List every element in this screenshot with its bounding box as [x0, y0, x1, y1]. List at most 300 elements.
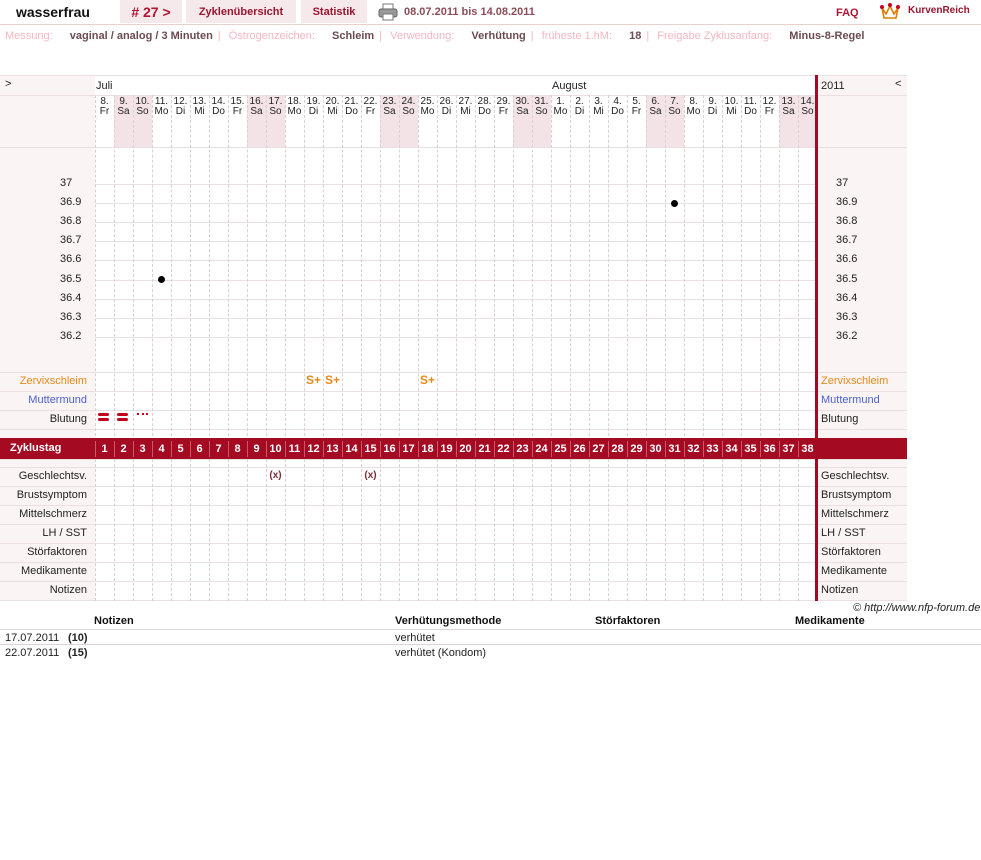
day-gridline: [95, 459, 96, 601]
row-label-right-disturb: Störfaktoren: [821, 546, 881, 558]
row-method: verhütet (Kondom): [395, 647, 487, 659]
day-gridline: [551, 459, 552, 601]
day-gridline: [209, 95, 210, 441]
y-tick-right: 36.3: [836, 311, 858, 323]
y-tick-right: 36.7: [836, 234, 858, 246]
release-label: Freigabe Zyklusanfang:: [657, 30, 773, 42]
day-date: 24.: [401, 96, 416, 107]
bleeding-heavy: [117, 413, 128, 416]
usage-value: Verhütung: [471, 30, 526, 42]
day-weekday: Fr: [764, 106, 775, 117]
cycle-day-divider: [722, 441, 723, 457]
day-gridline: [741, 95, 742, 441]
day-gridline: [513, 95, 514, 441]
day-date: 18.: [287, 96, 302, 107]
day-date: 25.: [420, 96, 435, 107]
row-date: 22.07.2011: [5, 647, 60, 659]
cycle-day-number: 3: [139, 443, 146, 455]
day-weekday: Di: [707, 106, 718, 117]
row-label-right-intercourse: Geschlechtsv.: [821, 470, 890, 482]
day-gridline: [399, 459, 400, 601]
row-label-right-breast: Brustsymptom: [821, 489, 892, 501]
y-tick-right: 37: [836, 177, 849, 189]
cycle-day-number: 27: [592, 443, 605, 455]
day-gridline: [114, 459, 115, 601]
cycle-day-divider: [437, 441, 438, 457]
cycle-day-number: 14: [345, 443, 358, 455]
bleeding-heavy: [98, 413, 109, 416]
temperature-point: [671, 200, 678, 207]
bleeding-spotting: [137, 413, 148, 417]
day-gridline: [152, 459, 153, 601]
day-gridline: [418, 95, 419, 441]
cycle-day-number: 6: [196, 443, 203, 455]
row-label-cervix: Muttermund: [28, 394, 87, 406]
day-weekday: So: [402, 106, 415, 117]
cycle-day-divider: [171, 441, 172, 457]
day-gridline: [570, 459, 571, 601]
cycle-day-number: 12: [307, 443, 320, 455]
row-divider: [0, 467, 907, 468]
day-gridline: [798, 459, 799, 601]
row-label-bleeding: Blutung: [49, 413, 87, 425]
day-date: 8.: [100, 96, 109, 107]
day-weekday: Mi: [726, 106, 737, 117]
day-gridline: [152, 95, 153, 441]
row-divider: [0, 562, 907, 563]
day-weekday: Fr: [631, 106, 642, 117]
chart-nav-next[interactable]: <: [895, 78, 902, 90]
day-date: 19.: [306, 96, 321, 107]
day-gridline: [380, 95, 381, 441]
cycle-day-divider: [570, 441, 571, 457]
bleeding-heavy: [117, 418, 128, 421]
row-label-right-notes: Notizen: [821, 584, 859, 596]
day-gridline: [494, 459, 495, 601]
cycle-day-divider: [589, 441, 590, 457]
day-date: 14.: [800, 96, 815, 107]
day-gridline: [570, 95, 571, 441]
cycle-day-divider: [532, 441, 533, 457]
cycle-day-label: Zyklustag: [10, 442, 62, 454]
y-tick-left: 36.7: [60, 234, 82, 246]
mucus-marker: S+: [419, 373, 435, 387]
year-label: 2011: [821, 80, 845, 92]
temperature-point: [158, 276, 165, 283]
row-label-notes: Notizen: [49, 584, 87, 596]
temp-gridline: [95, 184, 815, 185]
day-date: 28.: [477, 96, 492, 107]
day-gridline: [627, 459, 628, 601]
release-value: Minus-8-Regel: [789, 30, 865, 42]
day-weekday: Do: [212, 106, 225, 117]
day-weekday: Mi: [327, 106, 338, 117]
y-tick-left: 36.3: [60, 311, 82, 323]
row-divider: [0, 486, 907, 487]
day-weekday: Sa: [117, 106, 130, 117]
cycle-day-divider: [380, 441, 381, 457]
temp-gridline: [95, 222, 815, 223]
day-weekday: Sa: [516, 106, 529, 117]
cycle-day-number: 24: [535, 443, 548, 455]
day-weekday: Di: [574, 106, 585, 117]
month-label-july: Juli: [96, 80, 113, 92]
day-date: 21.: [344, 96, 359, 107]
cycle-chart: [0, 75, 907, 601]
cycle-day-number: 38: [801, 443, 814, 455]
header-method: Verhütungsmethode: [395, 615, 502, 627]
day-date: 12.: [173, 96, 188, 107]
day-gridline: [722, 459, 723, 601]
row-divider: [0, 147, 907, 148]
header-disturbances: Störfaktoren: [595, 615, 661, 627]
day-gridline: [285, 459, 286, 601]
day-weekday: So: [801, 106, 814, 117]
day-weekday: Sa: [649, 106, 662, 117]
cycle-day-divider: [342, 441, 343, 457]
cycle-day-divider: [627, 441, 628, 457]
temp-gridline: [95, 337, 815, 338]
day-gridline: [703, 459, 704, 601]
y-tick-right: 36.9: [836, 196, 858, 208]
day-gridline: [437, 95, 438, 441]
day-gridline: [665, 95, 666, 441]
day-date: 27.: [458, 96, 473, 107]
day-weekday: Mi: [460, 106, 471, 117]
day-date: 31.: [534, 96, 549, 107]
day-gridline: [247, 95, 248, 441]
mucus-marker: S+: [324, 373, 340, 387]
cycle-day-divider: [779, 441, 780, 457]
cycle-day-number: 30: [649, 443, 662, 455]
day-gridline: [209, 459, 210, 601]
row-label-right-lh: LH / SST: [821, 527, 866, 539]
day-gridline: [722, 95, 723, 441]
day-weekday: Sa: [250, 106, 263, 117]
day-date: 3.: [594, 96, 603, 107]
day-weekday: Fr: [232, 106, 243, 117]
row-divider: [0, 429, 907, 430]
y-tick-left: 36.2: [60, 330, 82, 342]
cycle-day-divider: [228, 441, 229, 457]
temp-gridline: [95, 280, 815, 281]
y-tick-left: 36.9: [60, 196, 82, 208]
cycle-day-divider: [418, 441, 419, 457]
cycle-day-divider: [361, 441, 362, 457]
day-date: 6.: [651, 96, 660, 107]
cycle-day-number: 9: [253, 443, 260, 455]
day-weekday: So: [136, 106, 149, 117]
earliest-label: früheste 1.hM:: [541, 30, 613, 42]
tab-cycle-overview[interactable]: Zyklenübersicht: [186, 0, 296, 23]
cycle-day-divider: [285, 441, 286, 457]
day-date: 26.: [439, 96, 454, 107]
day-weekday: Do: [611, 106, 624, 117]
logo-text[interactable]: KurvenReich: [908, 5, 970, 16]
cycle-day-divider: [247, 441, 248, 457]
tab-statistics[interactable]: Statistik: [301, 0, 367, 23]
day-gridline: [665, 459, 666, 601]
day-date: 9.: [119, 96, 128, 107]
day-gridline: [342, 459, 343, 601]
cycle-day-number: 34: [725, 443, 738, 455]
cycle-day-divider: [304, 441, 305, 457]
day-gridline: [114, 95, 115, 441]
cycle-day-divider: [513, 441, 514, 457]
y-tick-right: 36.4: [836, 292, 858, 304]
day-gridline: [133, 459, 134, 601]
day-gridline: [380, 459, 381, 601]
day-date: 15.: [230, 96, 245, 107]
intercourse-marker: (x): [269, 470, 282, 481]
day-gridline: [703, 95, 704, 441]
table-row: [0, 629, 981, 645]
row-divider: [0, 75, 907, 76]
cycle-day-number: 23: [516, 443, 529, 455]
day-gridline: [646, 459, 647, 601]
username: wasserfrau: [0, 0, 113, 23]
day-weekday: Sa: [383, 106, 396, 117]
measure-label: Messung:: [5, 30, 53, 42]
day-gridline: [779, 95, 780, 441]
day-gridline: [190, 459, 191, 601]
y-tick-left: 36.4: [60, 292, 82, 304]
day-gridline: [342, 95, 343, 441]
day-gridline: [190, 95, 191, 441]
cycle-day-number: 13: [326, 443, 339, 455]
day-weekday: Fr: [498, 106, 509, 117]
row-divider: [0, 459, 907, 460]
cycle-day-number: 20: [459, 443, 472, 455]
cycle-day-number: 16: [383, 443, 396, 455]
cycle-day-divider: [684, 441, 685, 457]
row-label-intercourse: Geschlechtsv.: [18, 470, 87, 482]
header-notes: Notizen: [94, 615, 134, 627]
day-gridline: [304, 459, 305, 601]
day-weekday: Mo: [686, 106, 701, 117]
copyright: © http://www.nfp-forum.de: [853, 602, 981, 614]
row-cycle-day: (15): [68, 647, 88, 659]
y-tick-right: 36.5: [836, 273, 858, 285]
temp-gridline: [95, 260, 815, 261]
row-label-right-bleeding: Blutung: [821, 413, 859, 425]
day-gridline: [760, 459, 761, 601]
day-gridline: [608, 459, 609, 601]
cycle-day-number: 25: [554, 443, 567, 455]
day-gridline: [323, 459, 324, 601]
day-date: 14.: [211, 96, 226, 107]
day-date: 2.: [575, 96, 584, 107]
day-gridline: [684, 459, 685, 601]
usage-label: Verwendung:: [390, 30, 455, 42]
day-date: 20.: [325, 96, 340, 107]
day-weekday: Mo: [154, 106, 169, 117]
day-weekday: Di: [308, 106, 319, 117]
cycle-day-number: 28: [611, 443, 624, 455]
cycle-day-number: 36: [763, 443, 776, 455]
cycle-day-divider: [209, 441, 210, 457]
day-weekday: Fr: [99, 106, 110, 117]
earliest-value: 18: [629, 30, 642, 42]
day-date: 1.: [556, 96, 565, 107]
cycle-day-number: 26: [573, 443, 586, 455]
day-weekday: Di: [175, 106, 186, 117]
day-date: 10.: [135, 96, 150, 107]
cycle-day-divider: [665, 441, 666, 457]
day-weekday: So: [269, 106, 282, 117]
cycle-day-divider: [399, 441, 400, 457]
day-weekday: Mo: [420, 106, 435, 117]
row-label-disturb: Störfaktoren: [27, 546, 87, 558]
chart-nav-prev[interactable]: >: [5, 78, 12, 90]
day-gridline: [437, 459, 438, 601]
day-date: 29.: [496, 96, 511, 107]
row-label-breast: Brustsymptom: [16, 489, 87, 501]
cycle-day-divider: [475, 441, 476, 457]
printer-icon[interactable]: [378, 3, 398, 21]
day-gridline: [532, 95, 533, 441]
day-gridline: [513, 459, 514, 601]
y-tick-right: 36.6: [836, 253, 858, 265]
cycle-day-number: 29: [630, 443, 643, 455]
row-label-midpain: Mittelschmerz: [19, 508, 87, 520]
row-label-right-cervix: Muttermund: [821, 394, 880, 406]
day-gridline: [266, 95, 267, 441]
day-gridline: [228, 459, 229, 601]
day-gridline: [475, 95, 476, 441]
month-label-august: August: [552, 80, 587, 92]
intercourse-marker: (x): [364, 470, 377, 481]
cycle-day-number: 35: [744, 443, 757, 455]
day-gridline: [95, 95, 96, 441]
cycle-day-divider: [551, 441, 552, 457]
crown-icon: [880, 2, 900, 20]
cycle-end-marker: [815, 75, 818, 601]
day-weekday: So: [668, 106, 681, 117]
cycle-day-divider: [646, 441, 647, 457]
cycle-day-number: 5: [177, 443, 184, 455]
day-date: 9.: [708, 96, 717, 107]
day-weekday: Do: [478, 106, 491, 117]
cycle-day-number: 11: [288, 443, 301, 455]
cycle-day-number: 15: [364, 443, 377, 455]
day-weekday: Mi: [593, 106, 604, 117]
day-gridline: [399, 95, 400, 441]
y-tick-right: 36.8: [836, 215, 858, 227]
day-date: 12.: [762, 96, 777, 107]
bleeding-heavy: [98, 418, 109, 421]
cycle-day-divider: [95, 441, 96, 457]
cycle-day-number: 21: [478, 443, 491, 455]
row-label-right-cervical: Zervixschleim: [821, 375, 889, 387]
cycle-day-number: 1: [101, 443, 108, 455]
row-label-lh: LH / SST: [42, 527, 87, 539]
day-gridline: [532, 459, 533, 601]
table-row: [0, 644, 981, 660]
row-divider: [0, 581, 907, 582]
day-gridline: [456, 95, 457, 441]
row-divider: [0, 391, 907, 392]
day-weekday: Di: [441, 106, 452, 117]
day-gridline: [646, 95, 647, 441]
cycle-day-number: 19: [440, 443, 453, 455]
day-gridline: [779, 459, 780, 601]
day-gridline: [589, 459, 590, 601]
row-date: 17.07.2011: [5, 632, 60, 644]
day-weekday: Do: [345, 106, 358, 117]
day-gridline: [798, 95, 799, 441]
day-date: 4.: [613, 96, 622, 107]
cycle-day-divider: [456, 441, 457, 457]
day-weekday: Mo: [287, 106, 302, 117]
day-gridline: [684, 95, 685, 441]
cycle-day-divider: [741, 441, 742, 457]
cycle-day-divider: [608, 441, 609, 457]
day-date: 11.: [154, 96, 169, 107]
day-date: 10.: [724, 96, 739, 107]
row-method: verhütet: [395, 632, 435, 644]
cycle-day-divider: [266, 441, 267, 457]
day-weekday: Sa: [782, 106, 795, 117]
y-tick-left: 36.5: [60, 273, 82, 285]
y-tick-left: 36.8: [60, 215, 82, 227]
cycle-day-divider: [152, 441, 153, 457]
cycle-day-number: 10: [269, 443, 282, 455]
cycle-day-number: 31: [668, 443, 681, 455]
day-date: 30.: [515, 96, 530, 107]
cycle-day-divider: [798, 441, 799, 457]
day-weekday: Do: [744, 106, 757, 117]
y-tick-left: 36.6: [60, 253, 82, 265]
temp-gridline: [95, 299, 815, 300]
day-gridline: [551, 95, 552, 441]
faq-link[interactable]: FAQ: [836, 7, 859, 19]
temp-gridline: [95, 203, 815, 204]
day-gridline: [171, 459, 172, 601]
cycle-settings-bar: Messung: vaginal / analog / 3 Minuten | Östrogenzeichen: Schleim | Verwendung: Verhütung | früheste 1.hM: 18 | Freigabe Zyklusanfang: Minus-8-Regel: [5, 30, 865, 42]
day-weekday: Mi: [194, 106, 205, 117]
temp-gridline: [95, 318, 815, 319]
cycle-day-divider: [190, 441, 191, 457]
mucus-marker: S+: [305, 373, 321, 387]
cycle-day-divider: [114, 441, 115, 457]
day-date: 8.: [689, 96, 698, 107]
day-date: 22.: [363, 96, 378, 107]
row-divider: [0, 600, 907, 601]
row-divider: [0, 410, 907, 411]
day-weekday: Mo: [553, 106, 568, 117]
date-range: 08.07.2011 bis 14.08.2011: [404, 6, 535, 18]
row-label-meds: Medikamente: [20, 565, 87, 577]
cycle-number-link[interactable]: # 27 >: [120, 0, 182, 23]
day-gridline: [627, 95, 628, 441]
row-divider: [0, 372, 907, 373]
chart-white-area: [95, 75, 815, 601]
row-label-cervical: Zervixschleim: [19, 375, 87, 387]
y-tick-left: 37: [60, 177, 73, 189]
day-gridline: [456, 459, 457, 601]
cycle-day-divider: [703, 441, 704, 457]
cycle-day-number: 33: [706, 443, 719, 455]
row-label-right-midpain: Mittelschmerz: [821, 508, 889, 520]
day-gridline: [589, 95, 590, 441]
day-date: 13.: [192, 96, 207, 107]
cycle-day-number: 17: [402, 443, 415, 455]
day-date: 23.: [382, 96, 397, 107]
y-tick-right: 36.2: [836, 330, 858, 342]
day-weekday: Fr: [365, 106, 376, 117]
day-gridline: [323, 95, 324, 441]
